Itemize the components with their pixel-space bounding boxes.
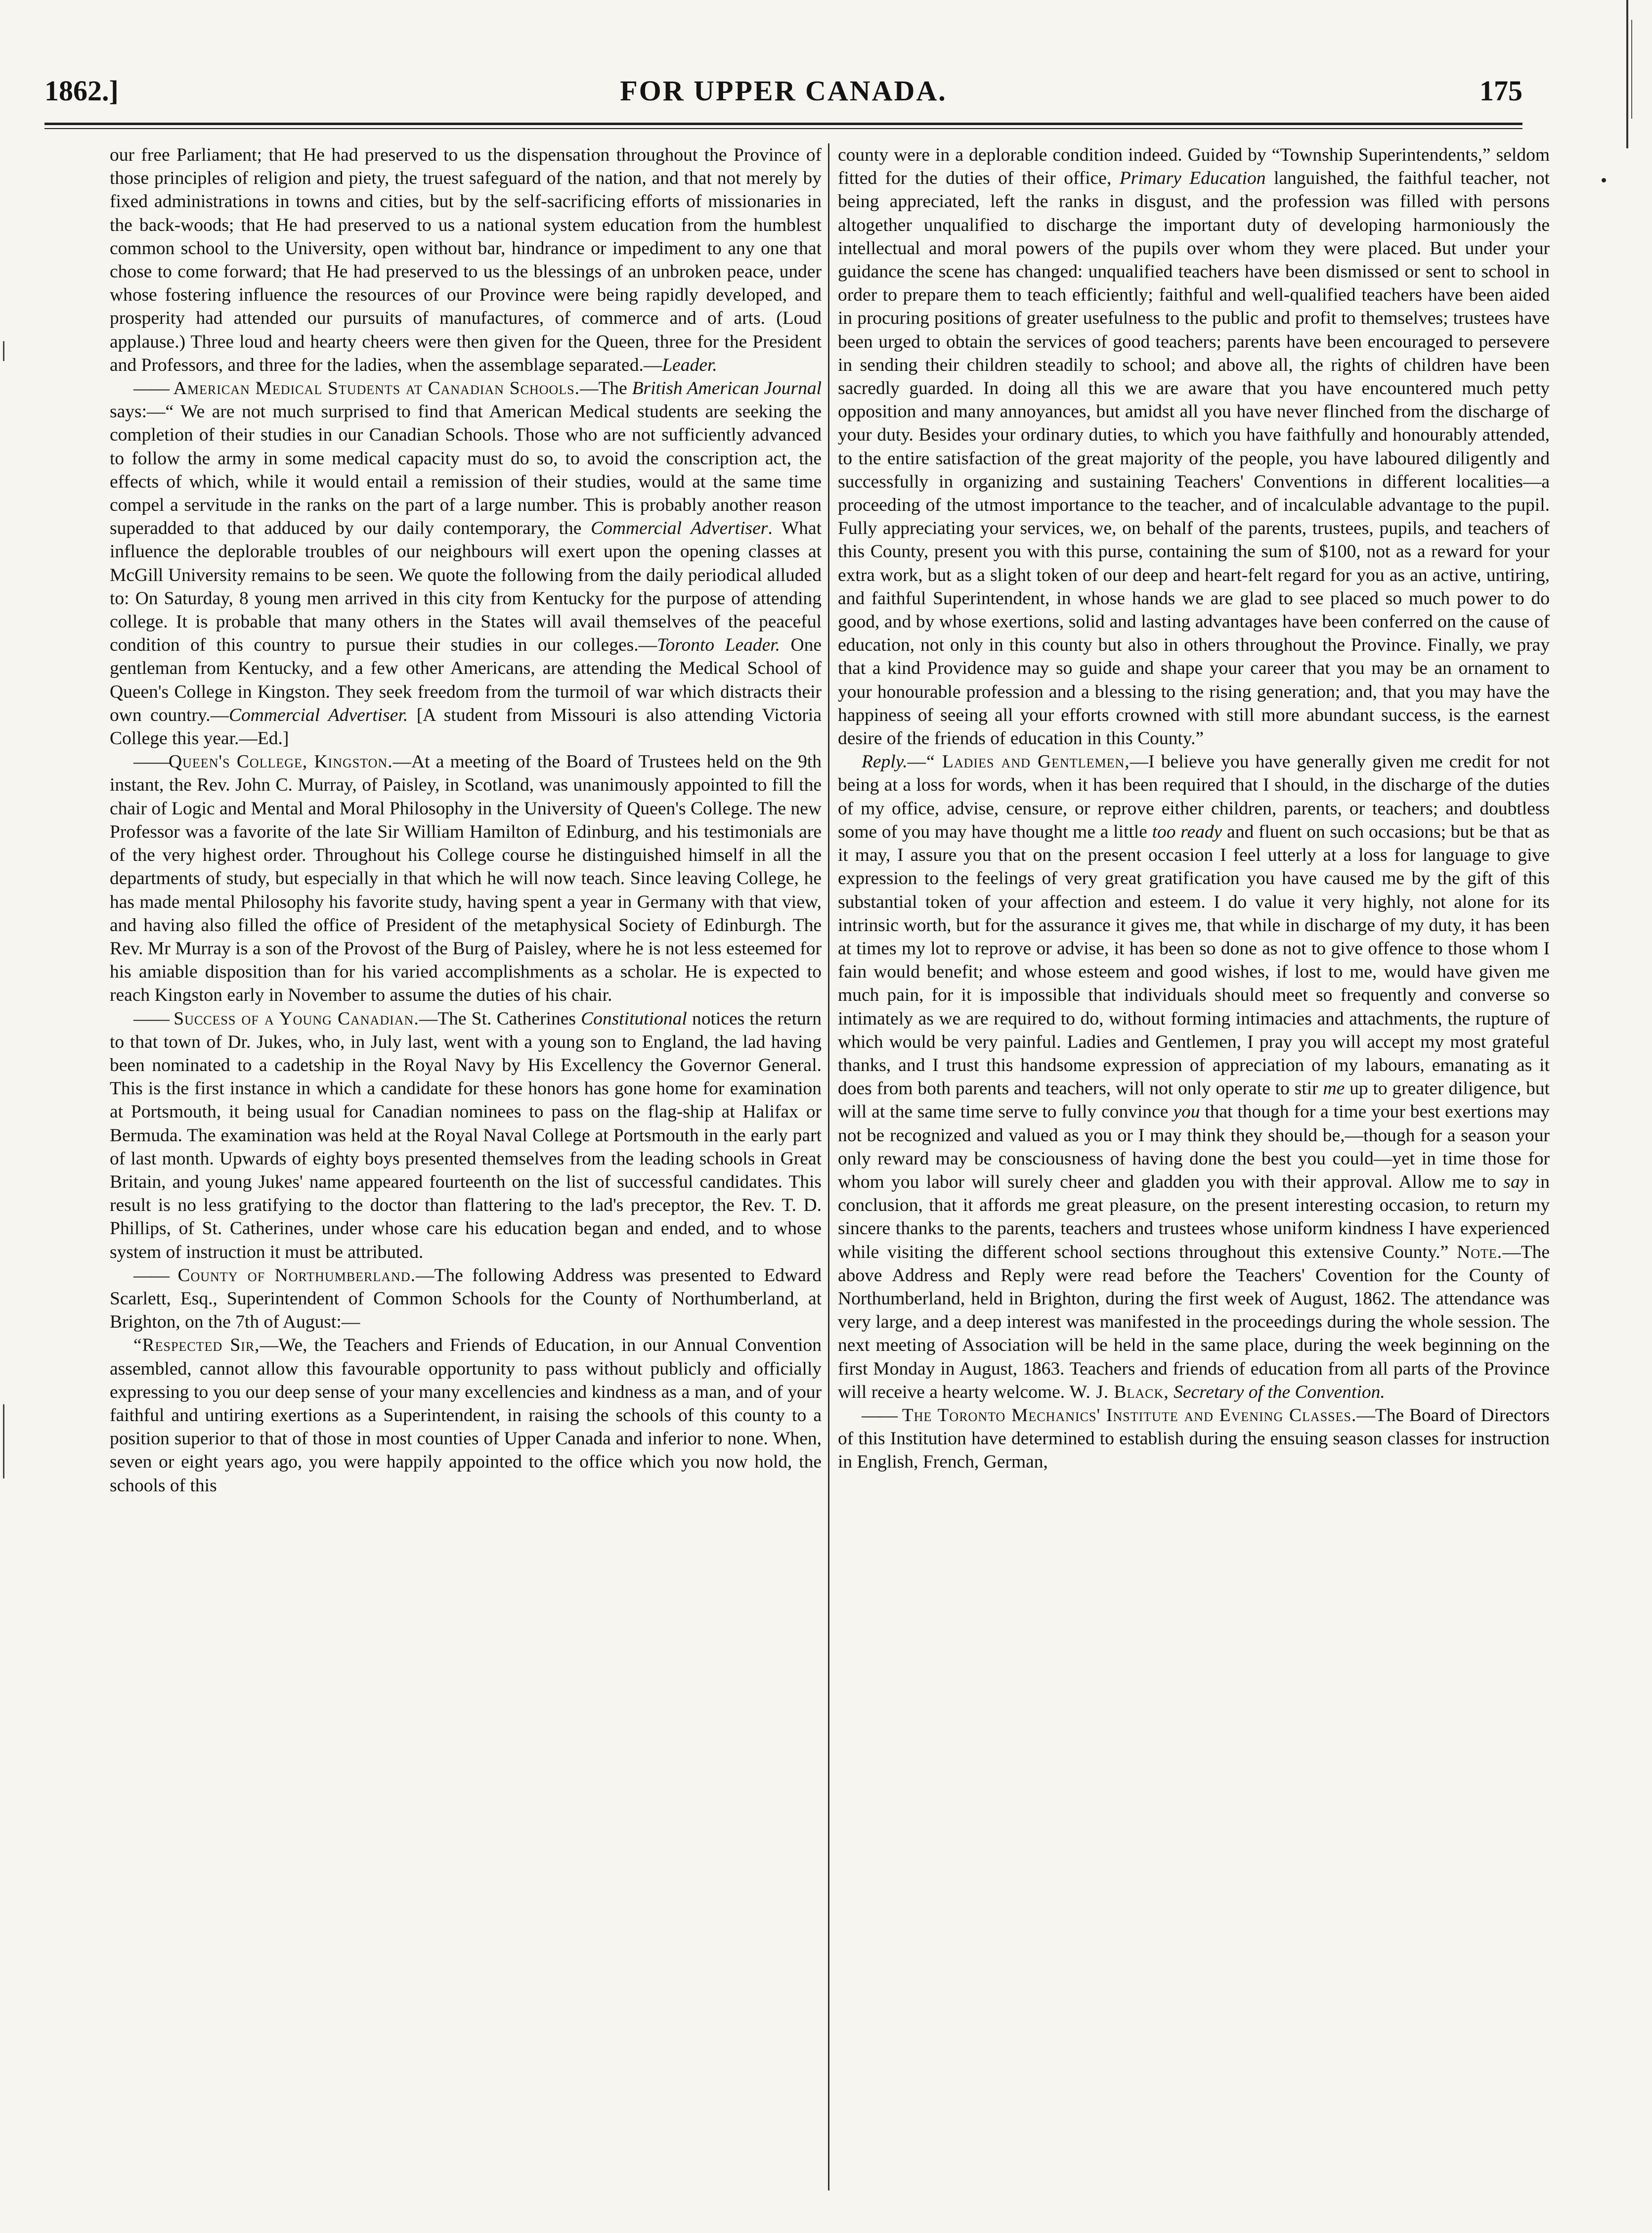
paragraph-text: —The following Address was presented to Edward Scarlett, Esq., Superintendent of Common Schools for the County of Northumberland, at Brighton, on the 7th of August:— [110,1265,822,1333]
section-dash: —— [133,1008,169,1029]
reply-salutation: —“ Ladies and Gentlemen, [907,752,1130,772]
signature-name: W. J. Black, [1069,1382,1169,1402]
header-title: FOR UPPER CANADA. [620,75,947,107]
signature-title: Secretary of the Convention. [1169,1382,1385,1402]
address-to-superintendent [110,1334,822,1497]
italic-phrase: me [1323,1078,1345,1099]
italic-phrase: too ready [1152,821,1222,842]
paragraph-text: —We, the Teachers and Friends of Education, in our Annual Convention assembled, cannot allow this favourable opportunity to pass without publicly and officially expressing to you our deep sense of your many excellencies and kindness as a man, and of your faithful and untiring exertions as a Superintendent, in raising the schools of this county to a position superior to that of those in most counties of Upper Canada and inferior to none. When, seven or eight years ago, you were happily appointed to the office which you now hold, the schools of this [110,1335,822,1496]
left-column [110,143,822,2186]
paragraph-text: notices the return to that town of Dr. Jukes, who, in July last, went with a young son to England, the lad having been nominated to a cadetship in the Royal Navy by His Excellency the Governor General. This is the first instance in which a candidate for these honors has gone home for examination at Portsmouth, it being usual for Canadian nominees to pass on the flag-ship at Halifax or Bermuda. The examination was held at the Royal Naval College at Portsmouth in the early part of last month. Upwards of eighty boys presented themselves from the leading schools in Great Britain, and young Jukes' name appeared fourteenth on the list of successful candidates. This result is no less gratifying to the doctor than flattering to the lad's preceptor, the Rev. T. D. Phillips, of St. Catherines, under whose care his education began and ended, and to whose system of instruction it must be attributed. [110,1008,822,1262]
article-american-medical-students [110,377,822,750]
paragraph-text: and fluent on such occasions; but be that as it may, I assure you that on the present occasion I feel utterly at a loss for language to give expression to the feelings of very great gratification you have caused me by the gift of this substantial token of your affection and esteem. I do value it very highly, not alone for its intrinsic worth, but for the assurance it gives me, that while in discharge of my duty, it has been at times my lot to reprove or advise, it has been so done as not to give offence to those whom I fain would benefit; and whose esteem and good wishes, if lost to me, would have given me much pain, for it is impossible that individuals should meet so frequently and converse so intimately as we are required to do, without forming intimacies and attachments, the rupture of which would be very painful. Ladies and Gentlemen, I pray you will accept my most grateful thanks, and I trust this handsome expression of appreciation of my labours, emanating as it does from both parents and teachers, will not only operate to stir [838,821,1550,1099]
page-number: 175 [1479,75,1522,107]
source-citation: Commercial Advertiser. [229,705,408,725]
reply-paragraph [838,750,1550,1404]
article-heading: American Medical Students at Canadian Schools. [173,378,580,399]
article-mechanics-institute [838,1404,1550,1474]
newspaper-name: Commercial Advertiser [591,518,768,539]
header-year: 1862.] [44,75,119,107]
paragraph-text: our free Parliament; that He had preserved to us the dispensation throughout the Province of those principles of religion and piety, the truest safeguard of the nation, and that not merely by fixed administrations in towns and cities, but by the self-sacrificing efforts of missionaries in the back-woods; that He had preserved to us a national system education from the humblest common school to the University, open without bar, hindrance or impediment to any one that chose to come forward; that He had preserved to us the blessings of an unbroken peace, under whose fostering influence the resources of our Province were being rapidly developed, and prosperity had attended our pursuits of manufactures, of commerce and of arts. (Loud applause.) Three loud and hearty cheers were then given for the Queen, three for the President and Professors, and three for the ladies, when the assemblage separated.— [110,145,822,375]
address-continuation [838,143,1550,750]
header-rule [44,123,1522,125]
address-salutation: “Respected Sir, [133,1335,260,1356]
newspaper-name: Constitutional [581,1008,687,1029]
paragraph-text: languished, the faithful teacher, not being appreciated, left the ranks in disgust, and the profession was filled with persons altogether unqualified to discharge the important duty of developing harmoniously the intellectual and moral powers of the pupils over whom they were placed. But under your guidance the scene has changed: unqualified teachers have been dismissed or sent to school in order to prepare them to teach efficiently; faithful and well-qualified teachers have been aided in procuring positions of greater usefulness to the public and profit to themselves; trustees have been urged to obtain the services of good teachers; parents have been encouraged to persevere in sending their children steadily to school; and above all, the rights of children have been sacredly guarded. In doing all this we are aware that you have encountered much petty opposition and many annoyances, but amidst all you have never flinched from the discharge of your duty. Besides your ordinary duties, to which you have faithfully and honourably attended, to the entire satisfaction of the great majority of the people, you have laboured diligently and successfully in organizing and sustaining Teachers' Conventions in different localities—a proceeding of the utmost importance to the teacher, and of incalculable advantage to the pupil. Fully appreciating your services, we, on behalf of the parents, trustees, pupils, and teachers of this County, present you with this purse, containing the sum of $100, not as a reward for your extra work, but as a slight token of our deep and heart-felt regard for you as an active, untiring, and faithful Superintendent, in whose hands we are glad to see placed so much power to do good, and by whose exertions, solid and lasting advantages have been conferred on the cause of education, not only in this county but also in others throughout the Province. Finally, we pray that a kind Providence may so guide and shape your career that you may be an ornament to your honourable profession and a blessing to the rising generation; and, that you may have the happiness of seeing all your efforts crowned with still more abundant success, is the earnest desire of the friends of education in this County.” [838,168,1550,749]
ink-speck [1602,178,1606,182]
paragraph-text: [A student from Missouri is also attending Victoria College this year.—Ed.] [110,705,822,749]
article-heading: County of Northumberland. [177,1265,416,1286]
paragraph-text: that though for a time your best exertions may not be recognized and valued as you or I may think they should be,—though for a season your only reward may be consciousness of having done the best you could—yet in time those for whom you labor will surely cheer and gladden you with their approval. Allow me to [838,1102,1550,1192]
paragraph-text: —The [579,378,632,399]
italic-phrase: you [1173,1102,1200,1122]
paragraph-text: up to greater diligence, but will at the same time serve to fully convince [838,1078,1550,1122]
paragraph-text: —The above Address and Reply were read before the Teachers' Covention for the County of Northumberland, held in Brighton, during the first week of August, 1862. The attendance was very large, and a deep interest was manifested in the proceedings during the whole session. The next meeting of Association will be held in the same place, during the week beginning on the first Monday in August, 1863. Teachers and friends of education from all parts of the Province will receive a hearty welcome. [838,1242,1550,1402]
paragraph-text: says:—“ We are not much surprised to find that American Medical students are seeking the completion of their studies in our Canadian Schools. Those who are not sufficiently advanced to follow the army in some medical capacity must do so, to avoid the conscription act, the effects of which, while it would entail a remission of their studies, would at the same time compel a servitude in the ranks on the part of a large number. This is probably another reason superadded to that adduced by our daily contemporary, the [110,402,822,539]
paragraph-text: One gentleman from Kentucky, and a few other Americans, are attending the Medical School of Queen's College in Kingston. They seek freedom from the turmoil of war which distracts their own country.— [110,635,822,725]
article-heading: Queen's College, Kingston. [169,752,393,772]
article-heading: Success of a Young Canadian. [174,1008,419,1029]
article-queens-college [110,750,822,1007]
article-northumberland [110,1264,822,1334]
article-heading: The Toronto Mechanics' Institute and Evening Classes. [902,1405,1357,1426]
section-dash: —— [133,1265,169,1286]
section-dash: —— [133,378,169,399]
right-column [838,143,1550,2186]
note-label: Note. [1457,1242,1503,1262]
italic-phrase: say [1503,1171,1528,1192]
paragraph-text: in conclusion, that it affords me great pleasure, on the present interesting occasion, to return my sincere thanks to the parents, teachers and trustees whose uniform kindness I have experienced while visiting the different school sections throughout this extensive County.” [838,1171,1550,1262]
margin-tick-mark [3,1404,4,1478]
italic-phrase: Primary Education [1119,168,1266,189]
journal-name: British American Journal [632,378,822,399]
page-edge-mark [1626,0,1628,148]
paragraph-convocation-end [110,143,822,377]
article-young-canadian [110,1007,822,1264]
source-citation: Toronto Leader. [657,635,781,656]
section-dash: —— [133,752,169,772]
reply-label: Reply. [862,752,908,772]
source-citation: Leader. [662,355,717,375]
paragraph-text: —At a meeting of the Board of Trustees held on the 9th instant, the Rev. John C. Murray, of Paisley, in Scotland, was unanimously appointed to fill the chair of Logic and Mental and Moral Philosophy in the University of Queen's College. The new Professor was a favorite of the late Sir William Hamilton of Edinburg, and his testimonials are of the very highest order. Throughout his College course he distinguished himself in all the departments of study, but especially in that which he will now teach. Since leaving College, he has made mental Philosophy his favorite study, having spent a year in Germany with that view, and having also filled the office of President of the metaphysical Society of Edinburgh. The Rev. Mr Murray is a son of the Provost of the Burg of Paisley, where he is not less esteemed for his amiable disposition than for his varied accomplishments as a scholar. He is expected to reach Kingston early in November to assume the duties of his chair. [110,752,822,1006]
running-header [44,74,1522,129]
column-divider [828,143,829,2190]
section-dash: —— [862,1405,897,1426]
paragraph-text: . What influence the deplorable troubles of our neighbours will exert upon the opening classes at McGill University remains to be seen. We quote the following from the daily periodical alluded to: On Saturday, 8 young men arrived in this city from Kentucky for the purpose of attending college. It is probable that many others in the States will avail themselves of the peaceful condition of this country to pursue their studies in our colleges.— [110,518,822,656]
page-edge-mark-secondary [1631,20,1632,119]
paragraph-text: —I believe you have generally given me credit for not being at a loss for words, when it has been required that I should, in the discharge of the duties of my office, advise, censure, or reprove either children, parents, or teachers; and doubtless some of you may have thought me a little [838,752,1550,842]
margin-tick-mark [3,341,4,361]
paragraph-text: —The Board of Directors of this Institution have determined to establish during the ensuing season classes for instruction in English, French, German, [838,1405,1550,1473]
paragraph-text: —The St. Catherines [419,1008,581,1029]
header-rule-thin [44,128,1522,129]
paragraph-text: county were in a deplorable condition indeed. Guided by “Township Superintendents,” seldom fitted for the duties of their office, [838,145,1550,189]
